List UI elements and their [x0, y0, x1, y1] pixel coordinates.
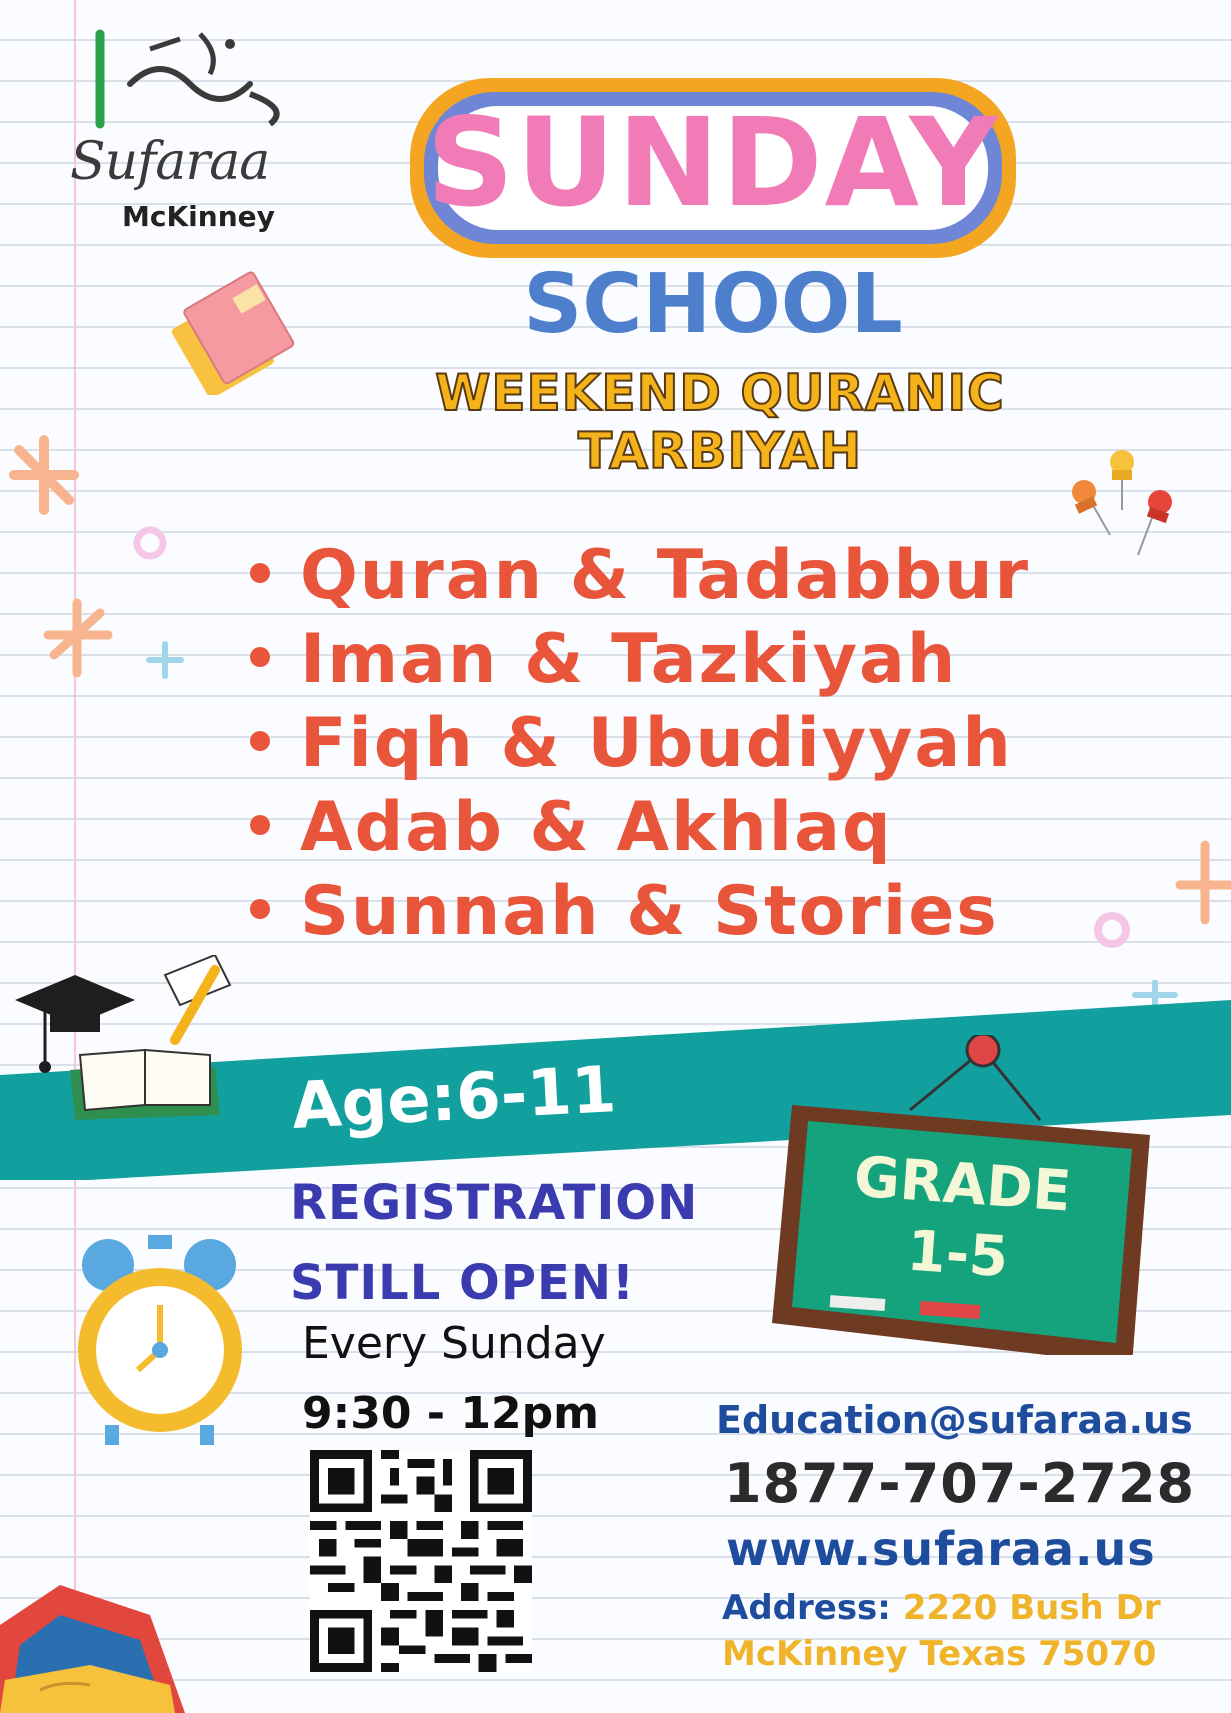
- registration-line1: REGISTRATION: [290, 1175, 699, 1231]
- circle-icon: [1092, 910, 1132, 950]
- bullet-icon: [250, 815, 270, 835]
- circle-icon: [132, 525, 168, 561]
- schedule-time: 9:30 - 12pm: [302, 1388, 599, 1439]
- list-item: Sunnah & Stories: [250, 870, 1030, 954]
- address-line1: [722, 1588, 1161, 1628]
- notebook-margin-line: [74, 0, 76, 1713]
- sufaraa-logo: [70, 14, 310, 234]
- tagline-line2: TARBIYAH: [577, 422, 863, 480]
- address-line2: McKinney Texas 75070: [722, 1634, 1157, 1674]
- sparkle-icon: [145, 640, 185, 680]
- grade-line2: 1-5: [904, 1218, 1011, 1291]
- logo-wordmark: Sufaraa: [70, 132, 270, 192]
- address-label: Address:: [722, 1588, 891, 1628]
- bullet-icon: [250, 899, 270, 919]
- alarm-clock-icon: [60, 1220, 260, 1450]
- list-item: Adab & Akhlaq: [250, 786, 1030, 870]
- contact-phone[interactable]: 1877-707-2728: [724, 1452, 1196, 1515]
- tagline-line1: WEEKEND QURANIC: [435, 364, 1005, 422]
- address-street: 2220 Bush Dr: [902, 1588, 1161, 1628]
- subjects-list: [250, 534, 1030, 954]
- notebook-icon: [165, 265, 305, 395]
- contact-email[interactable]: Education@sufaraa.us: [716, 1398, 1193, 1442]
- bullet-icon: [250, 563, 270, 583]
- star-icon: [40, 595, 115, 680]
- logo-location: McKinney: [122, 200, 275, 233]
- bullet-icon: [250, 731, 270, 751]
- bullet-icon: [250, 647, 270, 667]
- list-item: Iman & Tazkiyah: [250, 618, 1030, 702]
- list-item: Fiqh & Ubudiyyah: [250, 702, 1030, 786]
- open-book-icon: [0, 1585, 185, 1713]
- schedule-day: Every Sunday: [302, 1318, 606, 1369]
- title-school: SCHOOL: [523, 257, 903, 352]
- star-icon: [4, 430, 84, 520]
- contact-website[interactable]: www.sufaraa.us: [726, 1522, 1156, 1576]
- registration-line2: STILL OPEN!: [290, 1255, 635, 1311]
- grade-label: [766, 1137, 1155, 1303]
- qr-code-icon[interactable]: [310, 1450, 532, 1672]
- logo-calligraphy: [70, 14, 310, 144]
- age-range: Age:6-11: [290, 1053, 618, 1144]
- star-icon: [1175, 840, 1231, 930]
- grade-line1: GRADE: [851, 1144, 1074, 1225]
- title-sunday: SUNDAY: [426, 92, 1000, 234]
- tagline: [380, 364, 1060, 480]
- list-item: Quran & Tadabbur: [250, 534, 1030, 618]
- pushpin-icon: [1060, 440, 1180, 570]
